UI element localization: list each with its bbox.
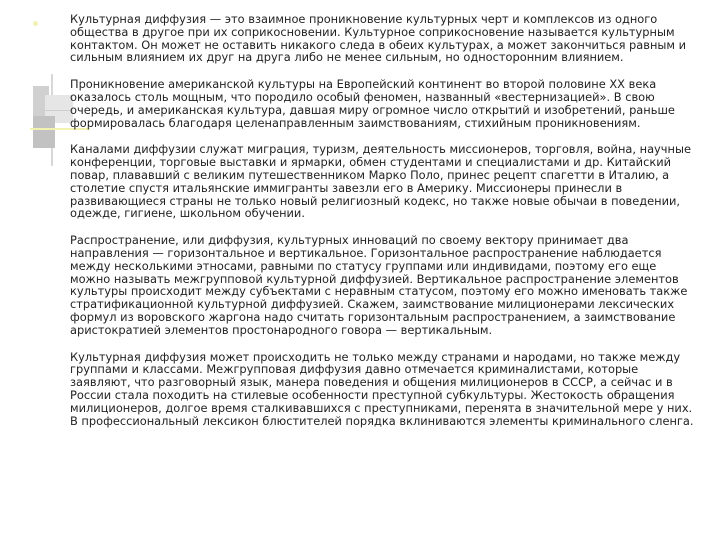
slide-body [70,13,695,441]
paragraph: Культурная диффузия — это взаимное проникновение культурных черт и комплексов из одного общества в другое при их соприкосновении. Культурное соприкосновение называется культурным контактом. Он может не оставить никакого следа в обеих культурах, а может закончиться равным и сильным влиянием их друг на друга либо не менее сильным, но односторонним влиянием. [70,12,687,65]
decorative-square [33,116,55,148]
paragraph: Культурная диффузия может происходить не только между странами и народами, но также между группами и классами. Межгрупповая диффузия давно отмечается криминалистами, которые заявляют, что разговорный язык, манера поведения и общения милиционеров в СССР, а сейчас и в России стала походить на стилевые особенности преступной субкультуры. Жестокость обращения милиционеров, долгое время сталкивавшихся с преступниками, перенята в значительной мере у них. В профессиональный лексикон блюстителей порядка вклиниваются элементы криминального сленга. [70,349,694,428]
bullet-icon [33,21,38,26]
decorative-line-horizontal [42,110,72,111]
paragraph: Проникновение американской культуры на Европейский континент во второй половине XX века оказалось столь мощным, что породило особый феномен, названный «вестернизацией». В свою очередь, и американская культура, давшая миру огромное число открытий и изобретений, раньше формировалась благодаря целенаправленным заимствованиям, стихийным проникновениям. [70,77,675,130]
paragraph: Каналами диффузии служат миграция, туризм, деятельность миссионеров, торговля, война, научные конференции, торговые выставки и ярмарки, обмен студентами и специалистами и др. Китайский повар, плававший с великим путешественником Марко Поло, принес рецепт спагетти в Италию, а столетие спустя итальянские иммигранты завезли его в Америку. Миссионеры принесли в развивающиеся страны не только новый религиозный кодекс, но также новые обычаи в поведении, одежде, гигиене, школьном обучении. [70,142,691,221]
paragraph: Распространение, или диффузия, культурных инноваций по своему вектору принимает два направления — горизонтальное и вертикальное. Горизонтальное распространение наблюдается между несколькими этносами, равными по статусу группами или индивидами, поэтому его еще можно называть межгрупповой культурной диффузией. Вертикальное распространение элементов культуры происходит между субъектами с неравным статусом, поэтому его можно именовать также стратификационной культурной диффузией. Скажем, заимствование милиционерами лексических формул из воровского жаргона надо считать горизонтальным распространением, а заимствование аристократией элементов простонародного говора — вертикальным. [70,233,688,337]
